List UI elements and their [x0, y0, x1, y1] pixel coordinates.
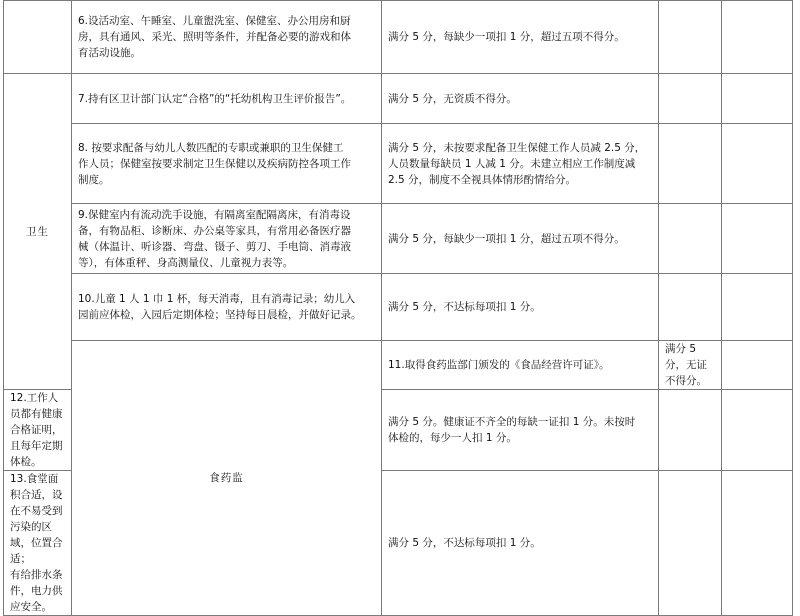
item-cell: [382, 341, 659, 390]
score-entry-cell: [659, 204, 722, 274]
scoring-text: 满分 5 分，无证不得分。: [665, 343, 707, 387]
scoring-cell: [382, 74, 659, 124]
category-label: 卫生: [26, 225, 49, 238]
item-text: 11.取得食药监部门颁发的《食品经营许可证》。: [388, 359, 610, 371]
remarks-cell: [722, 74, 793, 124]
item-cell: [72, 1, 382, 74]
remarks-cell: [722, 124, 793, 204]
item-text: 12.工作人员都有健康合格证明，且每年定期体检。: [10, 392, 63, 468]
scoring-text: 满分 5 分，无资质不得分。: [388, 92, 517, 105]
score-entry-cell: [659, 1, 722, 74]
item-cell: [4, 471, 72, 616]
table-row: [4, 204, 793, 274]
remarks-cell: [722, 204, 793, 274]
category-cell: [4, 74, 72, 390]
scoring-text: 满分 5 分，不达标每项扣 1 分。: [388, 537, 541, 549]
item-cell: [72, 274, 382, 341]
scoring-text: 满分 5 分，未按要求配备卫生保健工作人员减 2.5 分， 人员数量每缺员 1 人减 1 分。未建立相应工作制度减 2.5 分，制度不全视具体情形酌情给分。: [388, 141, 646, 186]
scoring-cell: [382, 204, 659, 274]
table-row: [4, 341, 793, 390]
remarks-cell: [722, 1, 793, 74]
item-cell: [4, 390, 72, 471]
table-row: [4, 124, 793, 204]
scoring-cell: [382, 471, 659, 616]
scoring-cell: [382, 1, 659, 74]
score-entry-cell: [659, 471, 722, 616]
remarks-cell: [722, 390, 793, 471]
scoring-cell: [659, 341, 722, 390]
score-entry-cell: [659, 74, 722, 124]
item-cell: [72, 204, 382, 274]
item-cell: [72, 74, 382, 124]
scoring-text: 满分 5 分，不达标每项扣 1 分。: [388, 301, 541, 313]
score-entry-cell: [659, 124, 722, 204]
item-text: 13.食堂面积合适，设在不易受到污染的区域，位置合适； 有给排水条件，电力供应安全。: [10, 473, 63, 613]
item-text: 9.保健室内有流动洗手设施，有隔离室配隔离床，有消毒设 备，有物品柜、诊断床、办公桌等家具，有常用必备医疗器 械（体温计、听诊器、弯盘、镊子、剪刀、手电筒、消毒液 等），有体重秤、身高测量仪、儿童视力表等。: [78, 208, 351, 269]
item-text: 10.儿童 1 人 1 巾 1 杯，每天消毒，且有消毒记录；幼儿入 园前应体检，入园后定期体检；坚持每日晨检，并做好记录。: [78, 293, 362, 321]
remarks-cell: [722, 274, 793, 341]
table-row: [4, 274, 793, 341]
score-entry-cell: [659, 274, 722, 341]
item-text: 7.持有区卫计部门认定“合格”的“托幼机构卫生评价报告”。: [78, 92, 352, 105]
score-entry-cell: [659, 390, 722, 471]
scoring-cell: [382, 390, 659, 471]
scoring-text: 满分 5 分，每缺少一项扣 1 分，超过五项不得分。: [388, 31, 625, 43]
scoring-cell: [382, 274, 659, 341]
scoring-cell: [382, 124, 659, 204]
item-cell: [72, 124, 382, 204]
table-row: [4, 1, 793, 74]
item-text: 6.设活动室、午睡室、儿童盥洗室、保健室、办公用房和厨 房，具有通风、采光、照明等条件，并配备必要的游戏和体 育活动设施。: [78, 15, 351, 59]
remarks-cell: [722, 471, 793, 616]
scoring-text: 满分 5 分。健康证不齐全的每缺一证扣 1 分。未按时 体检的，每少一人扣 1 分。: [388, 416, 636, 444]
item-text: 8. 按要求配备与幼儿人数匹配的专职或兼职的卫生保健工 作人员；保健室按要求制定卫生保健以及疾病防控各项工作 制度。: [78, 141, 351, 186]
scoring-text: 满分 5 分，每缺少一项扣 1 分，超过五项不得分。: [388, 232, 625, 245]
category-cell: [72, 341, 382, 616]
table-row: [4, 74, 793, 124]
category-label: 食药监: [209, 472, 244, 484]
evaluation-table: [3, 0, 793, 616]
category-cell-empty: [4, 1, 72, 74]
score-entry-cell: [722, 341, 793, 390]
